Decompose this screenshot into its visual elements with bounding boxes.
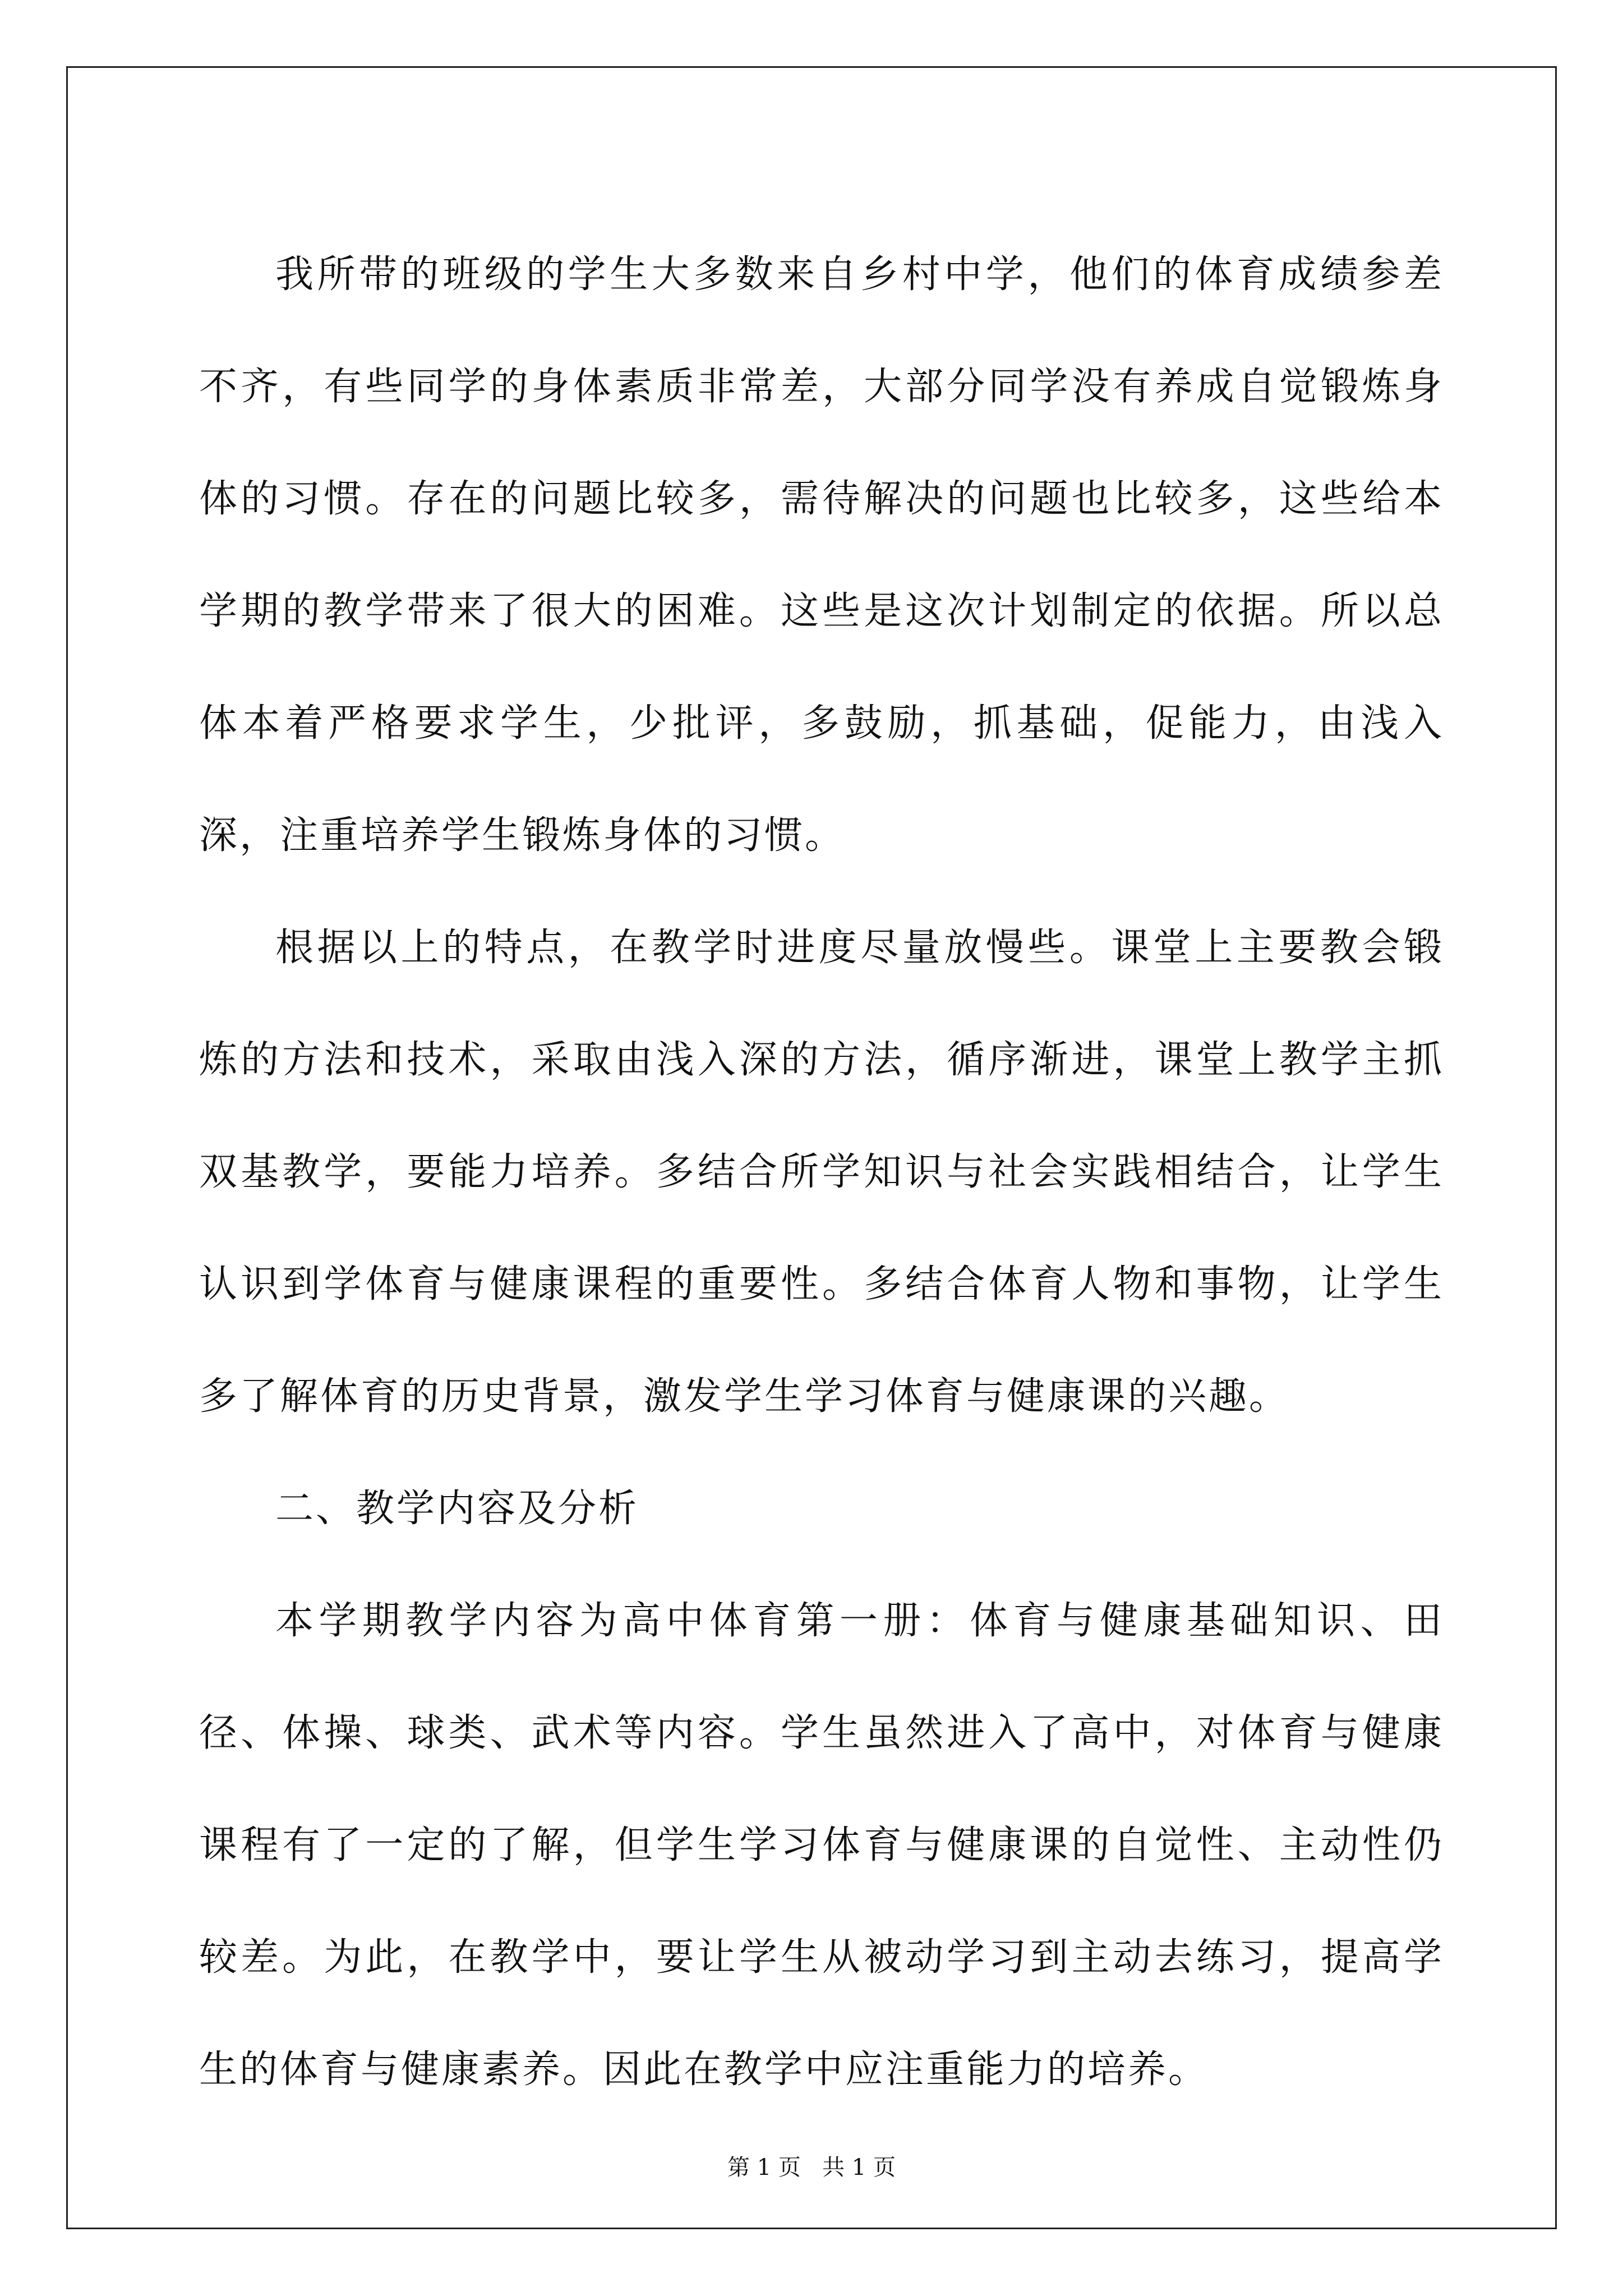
footer-spacer: [801, 2155, 822, 2180]
page-total: 共 1 页: [822, 2155, 896, 2180]
paragraph-3: 本学期教学内容为高中体育第一册：体育与健康基础知识、田径、体操、球类、武术等内容。学生虽然进入了高中，对体育与健康课程有了一定的了解，但学生学习体育与健康课的自觉性、主动性仍较差。为此，在教学中，要让学生从被动学习到主动去练习，提高学生的体育与健康素养。因此在教学中应注重能力的培养。: [199, 1599, 1444, 2092]
paragraph-2: 根据以上的特点，在教学时进度尽量放慢些。课堂上主要教会锻炼的方法和技术，采取由浅入深的方法，循序渐进，课堂上教学主抓双基教学，要能力培养。多结合所学知识与社会实践相结合，让学生认识到学体育与健康课程的重要性。多结合体育人物和事物，让学生多了解体育的历史背景，激发学生学习体育与健康课的兴趣。: [199, 926, 1444, 1419]
section-heading: 二、教学内容及分析: [275, 1487, 639, 1531]
document-body: [199, 219, 1444, 2126]
page-number: 第 1 页: [727, 2155, 801, 2180]
paragraph-1: 我所带的班级的学生大多数来自乡村中学，他们的体育成绩参差不齐，有些同学的身体素质非常差，大部分同学没有养成自觉锻炼身体的习惯。存在的问题比较多，需待解决的问题也比较多，这些给本学期的教学带来了很大的困难。这些是这次计划制定的依据。所以总体本着严格要求学生，少批评，多鼓励，抓基础，促能力，由浅入深，注重培养学生锻炼身体的习惯。: [199, 252, 1444, 858]
page-footer: [0, 2154, 1623, 2181]
